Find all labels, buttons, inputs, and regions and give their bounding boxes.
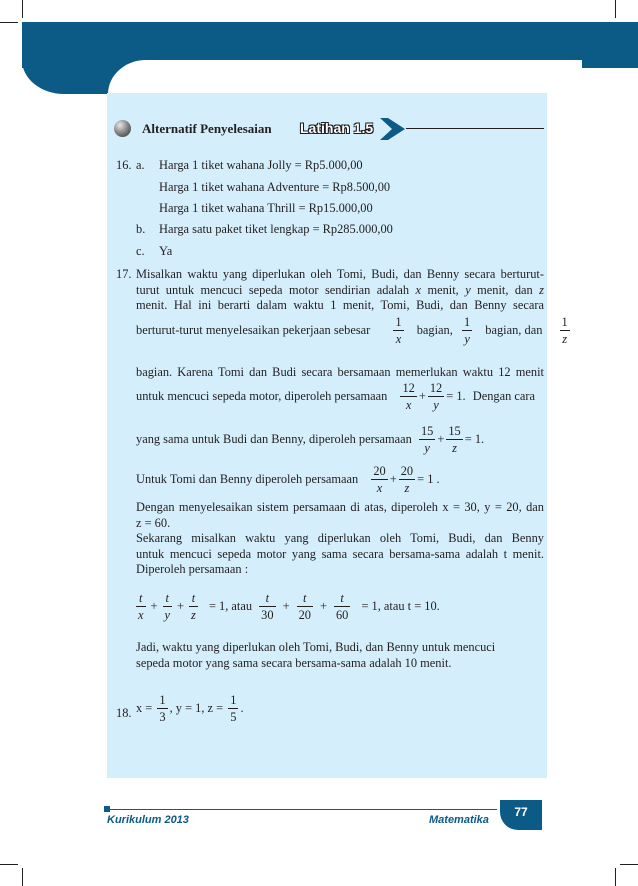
q17-paragraph-1 (136, 267, 544, 314)
q17-conclusion-line: Jadi, waktu yang diperlukan oleh Tomi, Budi, dan Benny untuk mencuci (136, 640, 496, 654)
footer-rule (107, 809, 497, 810)
q17-conclusion-line: sepeda motor yang sama secara bersama-sama adalah 10 menit. (136, 656, 452, 670)
crop-mark (22, 0, 23, 18)
q16-c-text: Ya (159, 244, 173, 258)
section-title-bar (110, 118, 406, 140)
text-line: z = 60. (136, 515, 171, 530)
text-line: Misalkan waktu yang diperlukan oleh Tomi, Budi, dan Benny secara berturut- (136, 267, 544, 281)
q16-b-text: Harga satu paket tiket lengkap = Rp285.000,00 (159, 222, 393, 236)
q16-c-label: c. (136, 244, 145, 258)
globe-icon (114, 120, 131, 137)
crop-mark (615, 868, 616, 886)
text-line: Diperoleh persamaan : (136, 562, 249, 576)
text-line: Sekarang misalkan waktu yang diperlukan oleh Tomi, Budi, dan Benny (136, 531, 544, 545)
q16-b-label: b. (136, 222, 146, 236)
text-line: untuk mencuci sepeda motor yang sama secara bersama-sama adalah t menit. (136, 546, 544, 561)
title-rule (406, 128, 544, 129)
q17-number: 17. (116, 267, 132, 281)
latihan-badge: Latihan 1.5 (300, 120, 374, 136)
footer-subject: Matematika (429, 814, 489, 826)
fraction-1-over-y: $\frac{1}{y}$ (463, 315, 471, 346)
q16-a-line: Harga 1 tiket wahana Adventure = Rp8.500,00 (159, 180, 391, 194)
section-title: Alternatif Penyelesaian (142, 121, 272, 136)
crop-mark (620, 864, 638, 865)
q16-a-line: Harga 1 tiket wahana Jolly = Rp5.000,00 (159, 158, 363, 172)
q17-fraction-line: berturut-turut menyelesaikan pekerjaan sebesar $\frac{1}{x}$ bagian, $\frac{1}{y}$ bagian, dan $\frac{1}{z}$ (136, 315, 568, 346)
q17-paragraph-2 (136, 365, 544, 381)
crop-mark (0, 22, 18, 23)
fraction-1-over-z: $\frac{1}{z}$ (561, 315, 568, 346)
footer-curriculum: Kurikulum 2013 (107, 814, 189, 826)
q16-a-line: Harga 1 tiket wahana Thrill = Rp15.000,00 (159, 201, 373, 215)
q18-answer: x = $\frac{1}{3}$ , y = 1, z = $\frac{1}{5}$ . (136, 693, 244, 724)
q17-equation-budi-benny: yang sama untuk Budi dan Benny, diperoleh persamaan $\frac{15}{y}$ + $\frac{15}{z}$ = 1. (136, 424, 485, 455)
page-number: 77 (500, 800, 542, 830)
q17-equation-tomi-benny: Untuk Tomi dan Benny diperoleh persamaan $\frac{20}{x}$ + $\frac{20}{z}$ = 1 . (136, 464, 440, 495)
crop-mark (615, 0, 616, 18)
fraction-1-over-x: $\frac{1}{x}$ (395, 315, 402, 346)
q18-number: 18. (116, 706, 132, 720)
q17-equation-tomi-budi: untuk mencuci sepeda motor, diperoleh persamaan $\frac{12}{x}$ + $\frac{12}{y}$ = 1. Dengan cara (136, 381, 536, 412)
header-curve (22, 60, 582, 94)
text-line: menit. Hal ini berarti dalam waktu 1 menit, Tomi, Budi, dan Benny secara (136, 298, 544, 312)
text-line: Dengan menyelesaikan sistem persamaan di atas, diperoleh x = 30, y = 20, dan (136, 500, 544, 514)
crop-mark (0, 864, 18, 865)
q16-a-label: a. (136, 158, 145, 172)
q16-number: 16. (116, 158, 132, 172)
q17-paragraph-solution (136, 500, 544, 578)
q17-final-equation: $\frac{t}{x}$ + $\frac{t}{y}$ + $\frac{t}{z}$ = 1, atau $\frac{t}{30}$ + $\frac{t}{20}$ + $\frac{t}{60}$ = 1, atau t = 10. (138, 591, 440, 622)
crop-mark (22, 868, 23, 886)
text-line: turut untuk mencuci sepeda motor sendirian adalah x menit, y menit, dan z (136, 282, 544, 297)
text-line: bagian. Karena Tomi dan Budi secara bersamaan memerlukan waktu 12 menit (136, 365, 544, 379)
